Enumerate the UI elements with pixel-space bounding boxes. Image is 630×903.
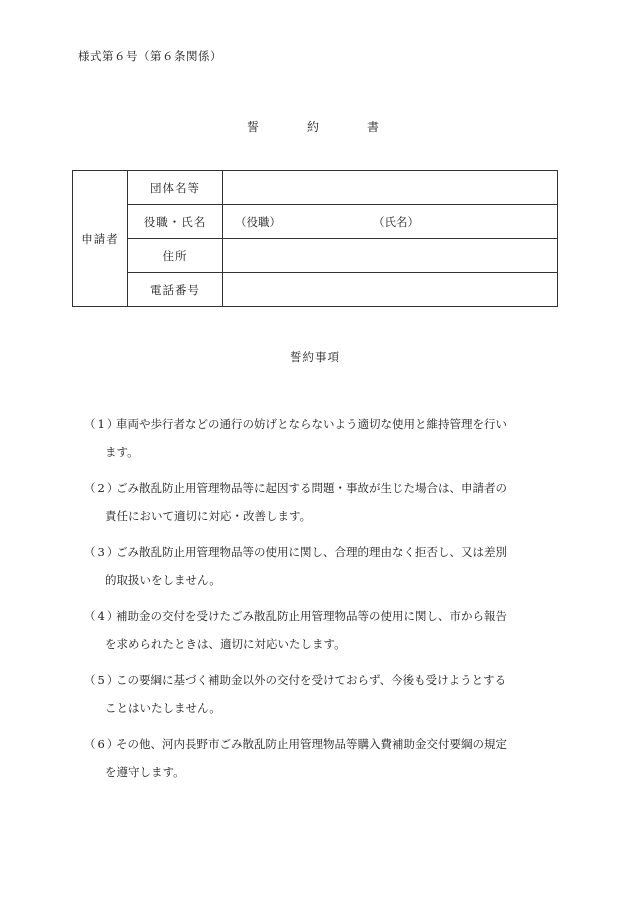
organization-label: 団体名等	[128, 171, 223, 205]
pledge-text-continued: を遵守します。	[105, 765, 185, 779]
pledge-text: その他、河内長野市ごみ散乱防止用管理物品等購入費補助金交付要綱の規定	[116, 737, 507, 751]
list-item	[84, 730, 554, 786]
pledge-text: ごみ散乱防止用管理物品等に起因する問題・事故が生じた場合は、申請者の	[116, 481, 507, 495]
applicant-table	[72, 170, 558, 307]
title-name-field[interactable]	[223, 205, 558, 239]
table-row	[73, 239, 558, 273]
pledge-list	[84, 410, 554, 794]
pledge-text-continued: を求められたときは、適切に対応いたします。	[105, 637, 346, 651]
list-item	[84, 474, 554, 530]
address-field[interactable]	[223, 239, 558, 273]
pledge-text-continued: 的取扱いをしません。	[105, 573, 221, 587]
phone-label: 電話番号	[128, 273, 223, 307]
table-row	[73, 205, 558, 239]
form-number: 様式第６号（第６条関係）	[78, 49, 222, 63]
list-item	[84, 666, 554, 722]
pledge-text: 車両や歩行者などの通行の妨げとならないよう適切な使用と維持管理を行い	[116, 417, 507, 431]
list-item	[84, 602, 554, 658]
pledge-text: 補助金の交付を受けたごみ散乱防止用管理物品等の使用に関し、市から報告	[116, 609, 507, 623]
name-label: （氏名）	[373, 215, 419, 229]
pledge-number: （1）	[84, 417, 121, 431]
title-name-label: 役職・氏名	[128, 205, 223, 239]
pledge-text: この要綱に基づく補助金以外の交付を受けておらず、今後も受けようとする	[116, 673, 507, 687]
pledge-number: （2）	[84, 481, 121, 495]
phone-field[interactable]	[223, 273, 558, 307]
applicant-group-label: 申請者	[73, 171, 128, 307]
organization-field[interactable]	[223, 171, 558, 205]
pledge-number: （5）	[84, 673, 121, 687]
pledge-text-continued: ます。	[105, 445, 139, 459]
pledge-number: （3）	[84, 545, 121, 559]
table-row	[73, 273, 558, 307]
role-label: （役職）	[235, 215, 281, 229]
pledge-text: ごみ散乱防止用管理物品等の使用に関し、合理的理由なく拒否し、又は差別	[116, 545, 507, 559]
document-title: 誓 約 書	[246, 120, 397, 134]
pledge-number: （4）	[84, 609, 121, 623]
pledge-text-continued: ことはいたしません。	[105, 701, 221, 715]
pledge-number: （6）	[84, 737, 121, 751]
pledge-text-continued: 責任において適切に対応・改善します。	[105, 509, 312, 523]
list-item	[84, 410, 554, 466]
pledge-section-title: 誓約事項	[290, 350, 340, 364]
table-row	[73, 171, 558, 205]
list-item	[84, 538, 554, 594]
address-label: 住所	[128, 239, 223, 273]
